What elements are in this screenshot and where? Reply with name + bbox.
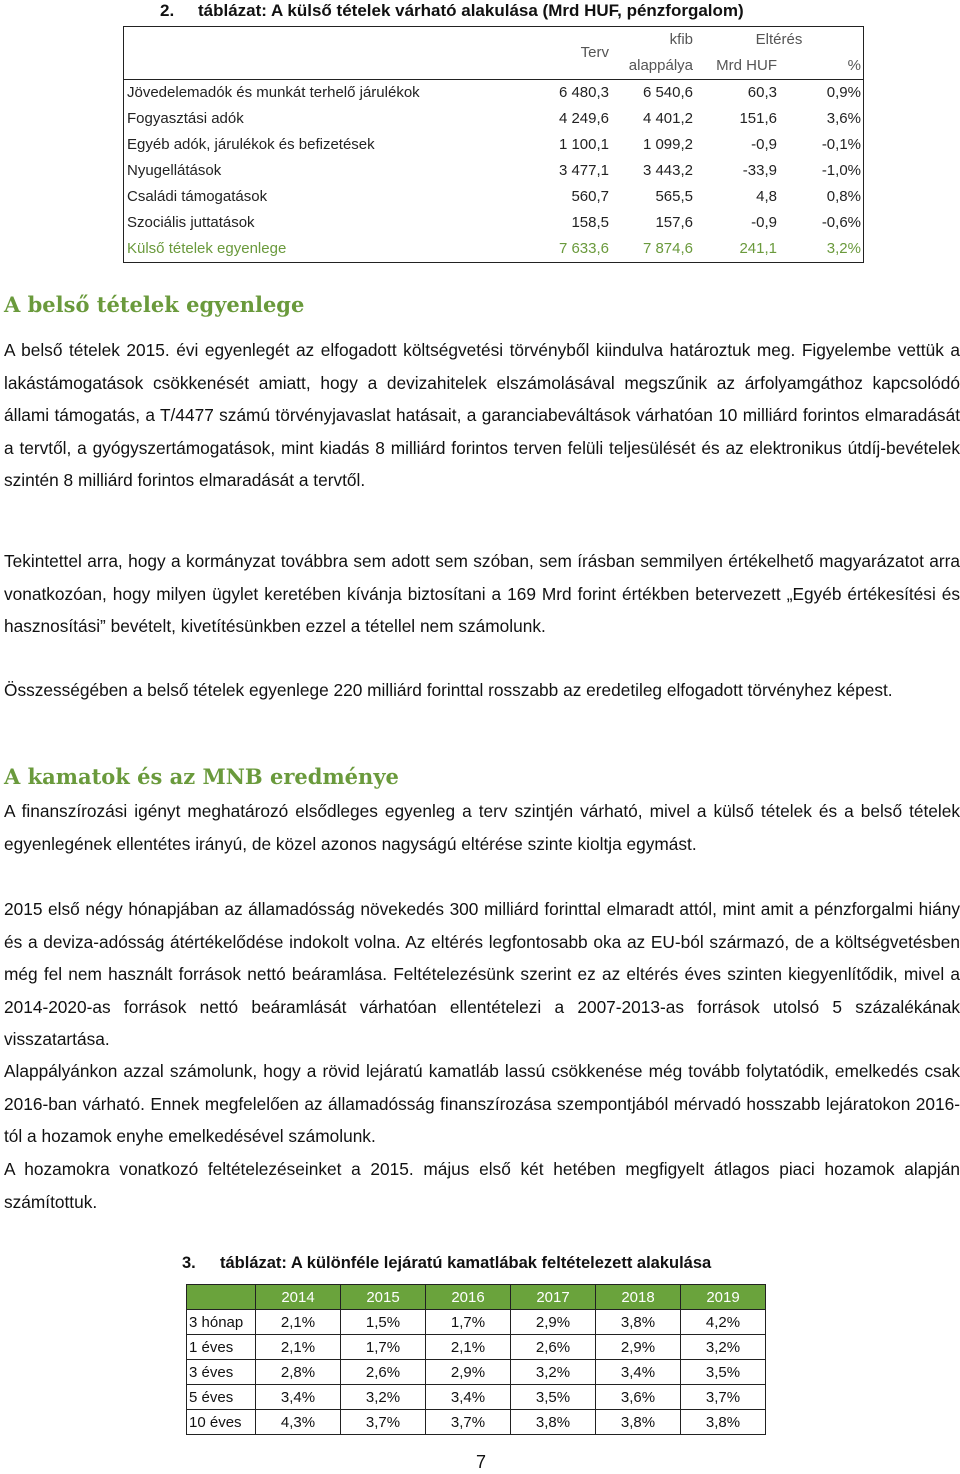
cell-mrd: 151,6 <box>739 110 777 127</box>
table2-caption-number: 3. <box>182 1254 196 1272</box>
row-label: 3 hónap <box>187 1310 256 1335</box>
paragraph: Összességében a belső tételek egyenlege 220 milliárd forinttal rosszabb az eredetileg elfogadott törvényhez képest. <box>4 680 893 700</box>
rate-cell: 1,5% <box>341 1310 426 1335</box>
cell-pct: -1,0% <box>779 158 864 184</box>
rate-cell: 3,5% <box>511 1385 596 1410</box>
rate-cell: 2,6% <box>341 1360 426 1385</box>
cell-mrd: 241,1 <box>695 236 779 263</box>
cell-pct: 3,2% <box>779 236 864 263</box>
header-kfib: kfib <box>611 27 695 54</box>
year-header: 2019 <box>681 1285 766 1310</box>
year-header: 2015 <box>341 1285 426 1310</box>
header-pct: % <box>779 53 864 80</box>
rate-cell: 3,7% <box>426 1410 511 1435</box>
cell-terv: 1 100,1 <box>558 136 609 153</box>
cell-mrd: 4,8 <box>756 188 777 205</box>
section-heading-kamatok: A kamatok és az MNB eredménye <box>4 764 399 789</box>
table-row <box>187 1335 766 1360</box>
rate-cell: 3,2% <box>511 1360 596 1385</box>
row-label: 3 éves <box>187 1360 256 1385</box>
cell-terv: 560,7 <box>571 188 609 205</box>
table2-caption-text: táblázat: A különféle lejáratú kamatlábak feltételezett alakulása <box>220 1254 712 1272</box>
row-label: Külső tételek egyenlege <box>124 236 526 263</box>
cell-mrd: -33,9 <box>742 162 777 179</box>
row-label: 10 éves <box>187 1410 256 1435</box>
page-number: 7 <box>476 1452 487 1472</box>
cell-terv: 6 480,3 <box>525 80 611 107</box>
cell-pct: -0,6% <box>779 210 864 236</box>
paragraph: A finanszírozási igényt meghatározó elsődleges egyenleg a terv szintjén várható, mivel a külső tételek és a belső tételek egyenlegének ellentétes irányú, de közel azonos nagyságú eltérése szinte kioltja egymást. <box>4 801 960 854</box>
rate-cell: 2,6% <box>511 1335 596 1360</box>
rate-cell: 3,6% <box>596 1385 681 1410</box>
year-header: 2018 <box>596 1285 681 1310</box>
table-row <box>124 106 864 132</box>
rate-cell: 2,9% <box>596 1335 681 1360</box>
header-mrd-huf: Mrd HUF <box>716 57 777 74</box>
table2-caption <box>182 1254 711 1273</box>
header-terv: Terv <box>525 27 611 80</box>
cell-pct: 0,8% <box>779 184 864 210</box>
section-heading-belso: A belső tételek egyenlege <box>4 292 305 317</box>
rate-cell: 2,9% <box>511 1310 596 1335</box>
table-row <box>187 1310 766 1335</box>
row-label: Családi támogatások <box>124 184 526 210</box>
rate-cell: 2,8% <box>256 1360 341 1385</box>
cell-mrd: -0,9 <box>751 214 777 231</box>
rate-cell: 3,4% <box>256 1385 341 1410</box>
table-row <box>124 184 864 210</box>
table1-caption-number: 2. <box>160 1 175 20</box>
rate-cell: 3,4% <box>426 1385 511 1410</box>
table-row <box>124 158 864 184</box>
table-row <box>187 1410 766 1435</box>
table2 <box>186 1284 766 1435</box>
table1 <box>123 26 864 263</box>
row-label: Szociális juttatások <box>124 210 526 236</box>
rate-cell: 3,5% <box>681 1360 766 1385</box>
cell-terv: 3 477,1 <box>558 162 609 179</box>
cell-kfib: 3 443,2 <box>642 162 693 179</box>
rate-cell: 3,7% <box>681 1385 766 1410</box>
table1-caption-text: táblázat: A külső tételek várható alakulása (Mrd HUF, pénzforgalom) <box>198 1 744 20</box>
paragraph: Tekintettel arra, hogy a kormányzat továbbra sem adott sem szóban, sem írásban semmilyen értékelhető magyarázatot arra vonatkozóan, hogy milyen ügylet keretében kívánja biztosítani a 169 Mrd forint értékben betervezett „Egyéb értékesítési és hasznosítási” bevételt, kivetítésünkben ezzel a tétellel nem számolunk. <box>4 551 960 636</box>
cell-kfib: 565,5 <box>655 188 693 205</box>
row-label: 1 éves <box>187 1335 256 1360</box>
table-row <box>124 132 864 158</box>
rate-cell: 1,7% <box>426 1310 511 1335</box>
cell-pct: 0,9% <box>779 80 864 107</box>
rate-cell: 2,1% <box>256 1310 341 1335</box>
paragraph: Alappályánkon azzal számolunk, hogy a rövid lejáratú kamatláb lassú csökkenése még tovább folytatódik, emelkedés csak 2016-ban várható. Ennek megfelelően az államadósság finanszírozása szempontjából mérvadó hosszabb lejáratokon 2016-tól a hozamok enyhe emelkedésével számolunk. <box>4 1061 960 1146</box>
rate-cell: 3,4% <box>596 1360 681 1385</box>
year-header: 2014 <box>256 1285 341 1310</box>
rate-cell: 1,7% <box>341 1335 426 1360</box>
cell-pct: 3,6% <box>779 106 864 132</box>
table-row <box>187 1360 766 1385</box>
year-header: 2016 <box>426 1285 511 1310</box>
rate-cell: 3,8% <box>596 1410 681 1435</box>
rate-cell: 4,2% <box>681 1310 766 1335</box>
paragraph: A belső tételek 2015. évi egyenlegét az elfogadott költségvetési törvényből kiindulva határoztuk meg. Figyelembe vettük a lakástámogatások csökkenését amiatt, hogy a devizahitelek elszámolásával megszűnik az árfolyamgáthoz kapcsolódó állami támogatás, a T/4477 számú törvényjavaslat hatásait, a garanciabeváltások várhatóan 10 milliárd forintos elmaradását a tervtől, a gyógyszertámogatások, mint kiadás 8 milliárd forintos terven felüli teljesülését és az elektronikus útdíj-bevételek szintén 8 milliárd forintos elmaradását a tervtől. <box>4 340 960 490</box>
rate-cell: 3,2% <box>681 1335 766 1360</box>
row-label: 5 éves <box>187 1385 256 1410</box>
rate-cell: 2,1% <box>426 1335 511 1360</box>
cell-pct: -0,1% <box>779 132 864 158</box>
rate-cell: 2,1% <box>256 1335 341 1360</box>
cell-kfib: 157,6 <box>655 214 693 231</box>
row-label: Jövedelemadók és munkát terhelő járulékok <box>124 80 526 107</box>
header-alappalya: alappálya <box>628 57 693 74</box>
rate-cell: 3,8% <box>511 1410 596 1435</box>
header-elteres: Eltérés <box>695 27 864 54</box>
paragraph: A hozamokra vonatkozó feltételezéseinket a 2015. május első két hetében megfigyelt átlagos piaci hozamok alapján számítottuk. <box>4 1159 960 1212</box>
cell-mrd: -0,9 <box>751 136 777 153</box>
cell-mrd: 60,3 <box>695 80 779 107</box>
row-label: Fogyasztási adók <box>124 106 526 132</box>
cell-terv: 7 633,6 <box>525 236 611 263</box>
table-row <box>124 210 864 236</box>
table2-header-row <box>187 1285 766 1310</box>
cell-kfib: 7 874,6 <box>611 236 695 263</box>
rate-cell: 3,8% <box>596 1310 681 1335</box>
rate-cell: 2,9% <box>426 1360 511 1385</box>
table-row-total <box>124 236 864 263</box>
rate-cell: 4,3% <box>256 1410 341 1435</box>
year-header: 2017 <box>511 1285 596 1310</box>
cell-kfib: 4 401,2 <box>642 110 693 127</box>
table-row <box>187 1385 766 1410</box>
rate-cell: 3,8% <box>681 1410 766 1435</box>
cell-terv: 158,5 <box>571 214 609 231</box>
cell-kfib: 6 540,6 <box>611 80 695 107</box>
table1-caption <box>160 0 744 22</box>
paragraph: 2015 első négy hónapjában az államadósság növekedés 300 milliárd forinttal elmaradt attól, mint amit a pénzforgalmi hiány és a deviza-adósság átértékelődése indokolt volna. Az eltérés legfontosabb oka az EU-ból származó, de a költségvetésben még fel nem használt források nettó beáramlása. Feltételezésünk szerint ez az eltérés éves szinten kiegyenlítődik, mivel a 2014-2020-as források nettó beáramlását várhatóan ellentételezi a 2007-2013-as források utolsó 5 százalékának visszatartása. <box>4 899 960 1049</box>
row-label: Nyugellátások <box>124 158 526 184</box>
table-row <box>124 80 864 107</box>
rate-cell: 3,2% <box>341 1385 426 1410</box>
cell-kfib: 1 099,2 <box>642 136 693 153</box>
row-label: Egyéb adók, járulékok és befizetések <box>124 132 526 158</box>
rate-cell: 3,7% <box>341 1410 426 1435</box>
cell-terv: 4 249,6 <box>558 110 609 127</box>
